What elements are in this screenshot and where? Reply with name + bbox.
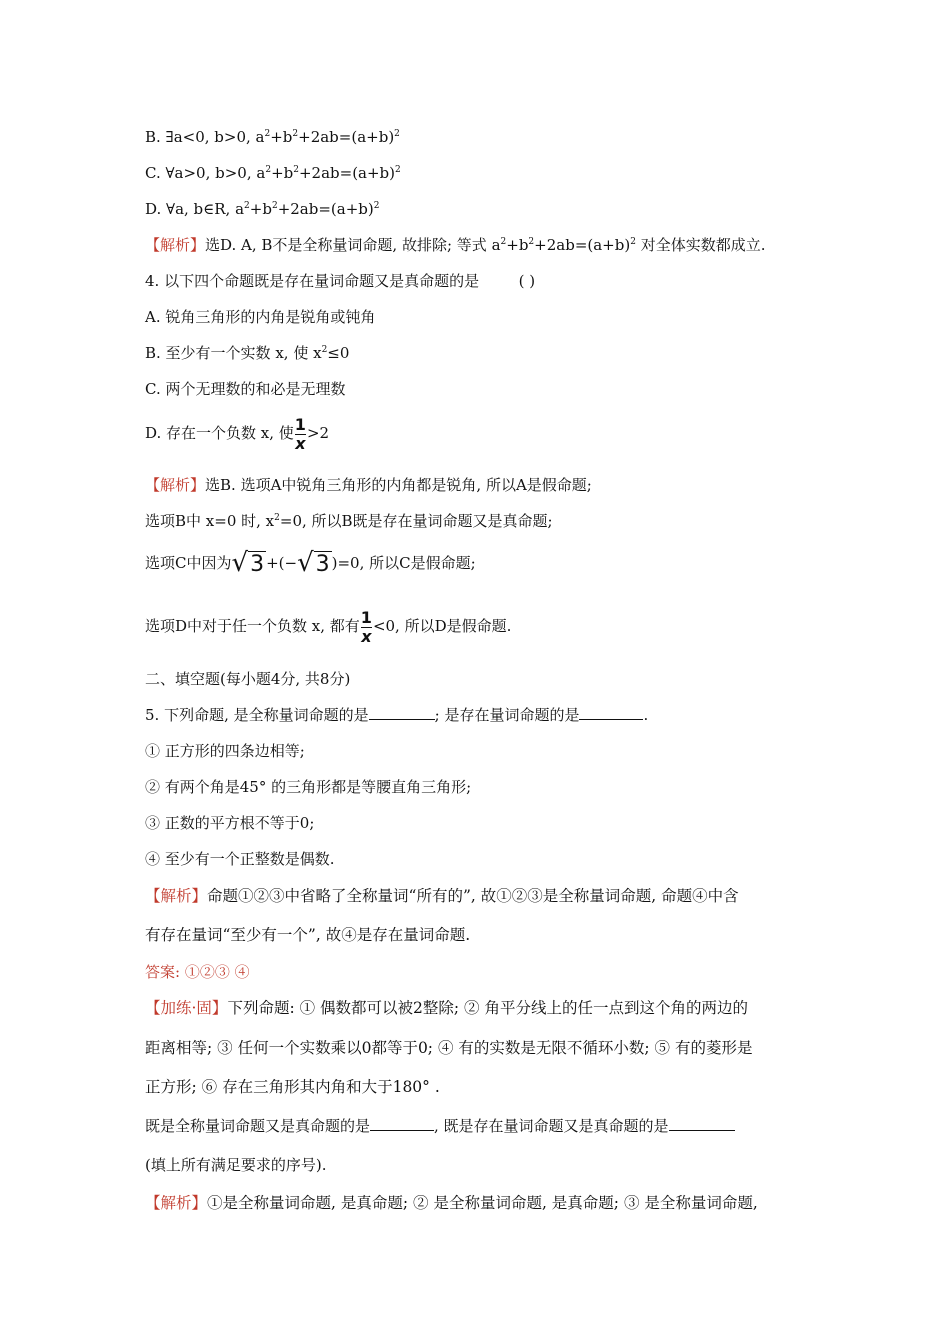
practice-line-2: 距离相等; ③ 任何一个实数乘以0都等于0; ④ 有的实数是无限不循环小数; ⑤ 有的菱形是 (145, 1039, 753, 1057)
q4-option-c: C. 两个无理数的和必是无理数 (145, 380, 346, 398)
q4-analysis-3: 选项C中因为√3 +(−√3 )=0, 所以C是假命题; (145, 548, 476, 578)
analysis-tag: 【解析】 (145, 236, 206, 254)
answer-blank[interactable] (369, 705, 435, 720)
q4-option-b: B. 至少有一个实数 x, 使 $x^2\le 0$ (145, 344, 350, 362)
answer-blank[interactable] (669, 1116, 735, 1131)
q5-stem: 5. 下列命题, 是全称量词命题的是 ; 是存在量词命题的是 . (145, 706, 649, 724)
q4-analysis-1: 【解析】选B. 选项A中锐角三角形的内角都是锐角, 所以A是假命题; (145, 476, 592, 494)
q4-option-d: D. 存在一个负数 x, 使 $\frac{1}{x}$ >2 (145, 414, 330, 453)
practice-line-1: 【加练·固】下列命题: ① 偶数都可以被2整除; ② 角平分线上的任一点到这个角的两边的 (145, 999, 748, 1017)
q3-option-d: D. ∀a, b∈R, $a^2+b^2+2ab=(a+b)^2$ (145, 200, 380, 218)
q5-item-2: ② 有两个角是45° 的三角形都是等腰直角三角形; (145, 778, 472, 796)
q4-stem: 4. 以下四个命题既是存在量词命题又是真命题的是 ( ) (145, 272, 536, 290)
analysis-tag: 【解析】 (145, 887, 208, 905)
q5-item-3: ③ 正数的平方根不等于0; (145, 814, 315, 832)
practice-analysis-1: 【解析】①是全称量词命题, 是真命题; ② 是全称量词命题, 是真命题; ③ 是全称量词命题, (145, 1194, 758, 1212)
sqrt-three: √3 (231, 548, 265, 578)
q4-option-a: A. 锐角三角形的内角是锐角或钝角 (145, 308, 376, 326)
section-title: 二、填空题(每小题4分, 共8分) (145, 670, 351, 688)
q5-item-4: ④ 至少有一个正整数是偶数. (145, 850, 335, 868)
practice-line-3: 正方形; ⑥ 存在三角形其内角和大于180° . (145, 1078, 440, 1096)
fraction-one-over-x: $\frac{1}{x}$ (294, 414, 306, 453)
q3-option-c: C. ∀a>0, b>0, $a^2+b^2+2ab=(a+b)^2$ (145, 164, 401, 182)
q5-answer: 答案: ①②③ ④ (145, 963, 250, 981)
q5-item-1: ① 正方形的四条边相等; (145, 742, 305, 760)
q3-analysis: 【解析】选D. A, B不是全称量词命题, 故排除; 等式 $a^2+b^2+2ab=(a+b)^2$ 对全体实数都成立. (145, 236, 766, 254)
q4-analysis-2: 选项B中 x=0 时, $x^2=0$, 所以B既是存在量词命题又是真命题; (145, 512, 553, 530)
practice-line-5: (填上所有满足要求的序号). (145, 1156, 327, 1174)
q3-option-b: B. ∃a<0, b>0, $a^2+b^2+2ab=(a+b)^2$ (145, 128, 400, 146)
sqrt-three: √3 (297, 548, 330, 578)
analysis-tag: 【解析】 (145, 1194, 208, 1212)
q5-analysis-2: 有存在量词“至少有一个”, 故④是存在量词命题. (145, 926, 471, 944)
q4-analysis-4: 选项D中对于任一个负数 x, 都有 $\frac{1}{x}$ <0, 所以D是假命题. (145, 607, 512, 646)
answer-blank[interactable] (579, 705, 643, 720)
q5-analysis-1: 【解析】命题①②③中省略了全称量词“所有的”, 故①②③是全称量词命题, 命题④中含 (145, 887, 739, 905)
practice-tag: 【加练·固】 (145, 999, 228, 1017)
answer-paren: ( ) (518, 272, 536, 290)
answer-blank[interactable] (370, 1116, 434, 1131)
fraction-one-over-x: $\frac{1}{x}$ (360, 607, 372, 646)
practice-line-4: 既是全称量词命题又是真命题的是 , 既是存在量词命题又是真命题的是 (145, 1116, 735, 1136)
analysis-tag: 【解析】 (145, 476, 206, 494)
